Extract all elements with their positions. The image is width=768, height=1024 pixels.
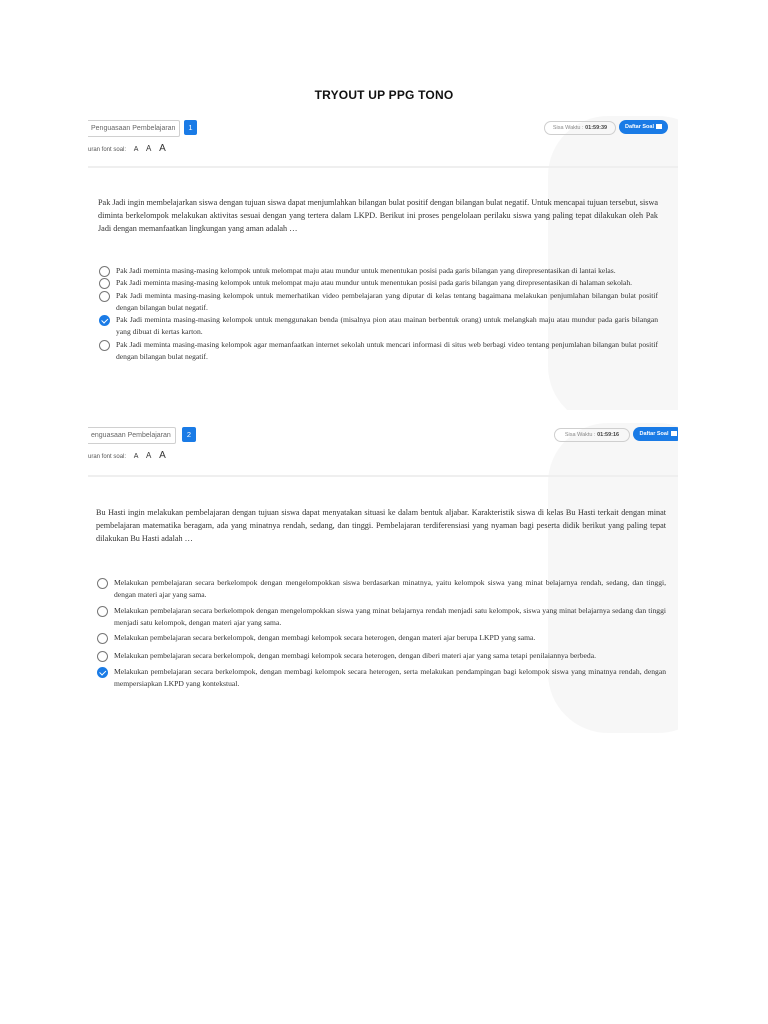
- answer-option[interactable]: [96, 577, 666, 602]
- font-size-label: uran font soal:: [88, 147, 127, 153]
- option-text: Melakukan pembelajaran secara berkelompok, dengan membagi kelompok secara heterogen, dengan materi ajar berupa LKPD yang sama.: [114, 633, 536, 643]
- option-text: Melakukan pembelajaran secara berkelompok dengan mengelompokkan siswa yang minat belajarnya rendah menjadi satu kelompok, siswa yang minat belajarnya sedang dan tinggi menjadi satu kelompok, dengan materi ajar yang sama.: [114, 605, 666, 627]
- list-icon: [671, 431, 677, 436]
- option-text: Melakukan pembelajaran secara berkelompok dengan mengelompokkan siswa berdasarkan minatnya, yaitu kelompok siswa yang minat belajarnya rendah, sedang, dan tinggi, dengan materi ajar yang sama.: [114, 578, 666, 600]
- timer-value: 01:59:16: [597, 432, 620, 438]
- option-text: Pak Jadi meminta masing-masing kelompok untuk melompat maju atau mundur untuk menentukan posisi pada garis bilangan yang direpresentasikan di halaman sekolah.: [116, 278, 633, 288]
- answer-option[interactable]: [96, 605, 666, 630]
- timer-label: Sisa Waktu :: [564, 432, 596, 438]
- document-title: TRYOUT UP PPG TONO: [314, 88, 454, 102]
- answer-option[interactable]: [98, 339, 658, 364]
- question-number-button[interactable]: 1: [184, 120, 197, 135]
- radio-button[interactable]: [99, 278, 110, 289]
- answer-option[interactable]: [98, 277, 658, 289]
- radio-button[interactable]: [97, 651, 108, 662]
- answer-option[interactable]: [96, 632, 666, 644]
- option-text: Melakukan pembelajaran secara berkelompok, dengan membagi kelompok secara heterogen, dengan diberi materi ajar yang sama tetapi penilaiannya berbeda.: [114, 651, 596, 661]
- radio-button[interactable]: [97, 606, 108, 617]
- radio-button[interactable]: [97, 578, 108, 589]
- answer-option[interactable]: [96, 666, 666, 691]
- list-icon: [656, 124, 662, 129]
- option-text: Pak Jadi meminta masing-masing kelompok agar memanfaatkan internet sekolah untuk mencari informasi di situs web berbagi video tentang penjumlahan bilangan bulat positif dengan bilangan bulat negatif.: [116, 339, 658, 362]
- timer-value: 01:59:39: [585, 125, 608, 131]
- radio-button-checked[interactable]: [97, 667, 108, 678]
- question-toolbar: [88, 116, 678, 138]
- answer-option[interactable]: [98, 265, 658, 277]
- question-number-button[interactable]: 2: [182, 427, 196, 442]
- font-small-button[interactable]: A: [133, 146, 139, 153]
- font-size-controls: [88, 143, 166, 154]
- question-text: Pak Jadi ingin membelajarkan siswa dengan tujuan siswa dapat menjumlahkan bilangan bulat positif dengan bilangan bulat negatif. Untuk mencapai tujuan tersebut, siswa diminta berkelompok melakukan aktivitas sesuai dengan yang tertera dalam LKPD. Berikut ini proses pengelolaan perilaku siswa yang paling tepat dilakukan oleh Pak Jadi dengan memanfaatkan lingkungan yang aman adalah …: [98, 198, 658, 233]
- question-list-label: Daftar Soal: [639, 431, 669, 437]
- question-list-button[interactable]: [619, 120, 668, 134]
- answer-option[interactable]: [98, 290, 658, 315]
- option-text: Melakukan pembelajaran secara berkelompok, dengan membagi kelompok secara heterogen, serta melakukan pendampingan bagi kelompok siswa yang minatnya rendah, dengan mempersiapkan LKPD yang kontekstual.: [114, 666, 666, 689]
- font-size-label: uran font soal:: [88, 454, 127, 460]
- answer-options: [98, 265, 658, 363]
- question-screen-2: [88, 423, 678, 733]
- font-medium-button[interactable]: A: [146, 451, 152, 460]
- watermark-shape: [548, 116, 678, 410]
- answer-options: [96, 577, 666, 690]
- option-text: Pak Jadi meminta masing-masing kelompok untuk memerhatikan video pembelajaran yang diputar di kelas tentang bagaimana melakukan penjumlahan bilangan bulat positif dengan bilangan bulat negatif.: [116, 290, 658, 312]
- divider: [88, 166, 678, 168]
- radio-button[interactable]: [97, 633, 108, 644]
- radio-button-checked[interactable]: [99, 315, 110, 326]
- question-toolbar: [88, 423, 678, 445]
- answer-option[interactable]: [96, 650, 666, 662]
- question-list-button[interactable]: [633, 427, 678, 441]
- answer-option[interactable]: [98, 314, 658, 339]
- font-small-button[interactable]: A: [133, 453, 139, 460]
- font-medium-button[interactable]: A: [146, 144, 152, 153]
- timer-badge: [554, 428, 630, 442]
- font-large-button[interactable]: A: [159, 143, 166, 154]
- font-size-controls: [88, 450, 166, 461]
- timer-label: Sisa Waktu :: [552, 125, 584, 131]
- category-label: Penguasaan Pembelajaran: [88, 120, 180, 137]
- radio-button[interactable]: [99, 266, 110, 277]
- option-text: Pak Jadi meminta masing-masing kelompok untuk melompat maju atau mundur untuk menentukan posisi pada garis bilangan yang direpresentasikan di lantai kelas.: [116, 266, 616, 275]
- timer-badge: [544, 121, 616, 135]
- option-text: Pak Jadi meminta masing-masing kelompok untuk menggunakan benda (misalnya pion atau mainan berbentuk orang) untuk melangkah maju atau mundur pada garis bilangan yang dibuat di kertas karton.: [116, 315, 658, 337]
- question-screen-1: [88, 116, 678, 410]
- radio-button[interactable]: [99, 340, 110, 351]
- question-list-label: Daftar Soal: [624, 124, 655, 130]
- divider: [88, 475, 678, 477]
- font-large-button[interactable]: A: [159, 450, 166, 461]
- question-text: Bu Hasti ingin melakukan pembelajaran dengan tujuan siswa dapat menyatakan situasi ke dalam bentuk aljabar. Karakteristik siswa di kelas Bu Hasti terkait dengan minat pembelajaran matematika beragam, ada yang minatnya rendah, sedang, dan tinggi. Pembelajaran terdiferensiasi yang nyaman bagi peserta didik berikut yang paling tepat dilakukan Bu Hasti adalah …: [96, 508, 666, 543]
- category-label: enguasaan Pembelajaran: [88, 427, 176, 444]
- radio-button[interactable]: [99, 291, 110, 302]
